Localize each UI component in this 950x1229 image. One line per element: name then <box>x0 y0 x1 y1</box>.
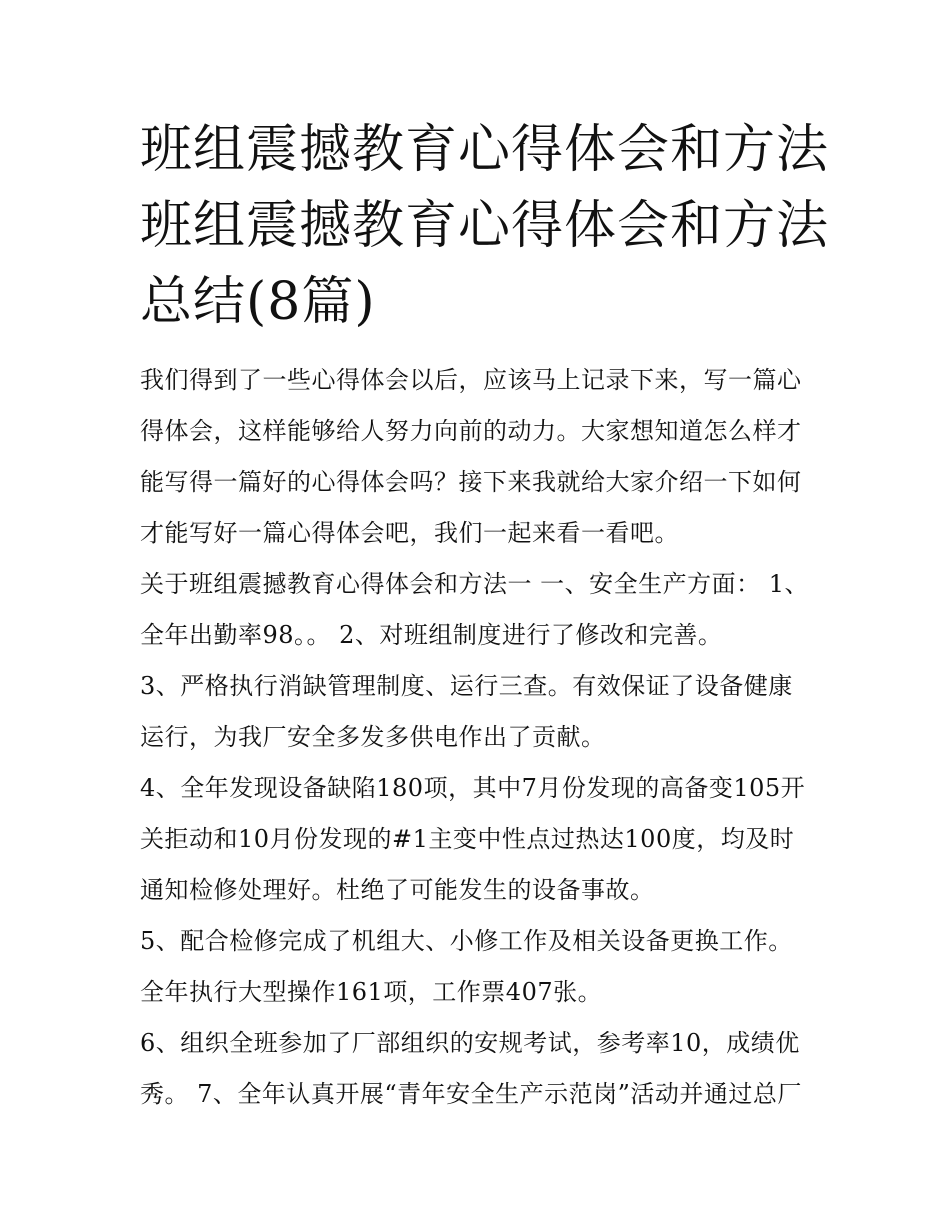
body-paragraph <box>140 559 820 661</box>
intro-paragraph <box>140 355 820 559</box>
text-line: 6、组织全班参加了厂部组织的安规考试，参考率10，成绩优 <box>140 1029 800 1057</box>
body-paragraph <box>140 916 820 1018</box>
text-line: 关于班组震撼教育心得体会和方法一 一、安全生产方面： 1、 <box>140 570 810 598</box>
text-line: 得体会，这样能够给人努力向前的动力。大家想知道怎么样才 <box>140 417 802 445</box>
title-line: 总结(8篇) <box>140 272 376 332</box>
text-line: 关拒动和10月份发现的#1主变中性点过热达100度，均及时 <box>140 825 795 853</box>
title-line: 班组震撼教育心得体会和方法 <box>140 120 830 180</box>
text-line: 通知检修处理好。杜绝了可能发生的设备事故。 <box>140 876 655 904</box>
title-line: 班组震撼教育心得体会和方法 <box>140 196 830 256</box>
text-line: 5、配合检修完成了机组大、小修工作及相关设备更换工作。 <box>140 927 793 955</box>
text-line: 4、全年发现设备缺陷180项，其中7月份发现的高备变105开 <box>140 774 806 802</box>
text-line: 秀。 7、全年认真开展“青年安全生产示范岗”活动并通过总厂 <box>140 1080 802 1108</box>
document-title <box>140 112 840 340</box>
document-body <box>140 355 820 1120</box>
text-line: 能写得一篇好的心得体会吗？接下来我就给大家介绍一下如何 <box>140 468 802 496</box>
text-line: 3、严格执行消缺管理制度、运行三查。有效保证了设备健康 <box>140 672 793 700</box>
text-line: 运行，为我厂安全多发多供电作出了贡献。 <box>140 723 606 751</box>
body-paragraph <box>140 1018 820 1120</box>
body-paragraph <box>140 661 820 763</box>
text-line: 全年执行大型操作161项，工作票407张。 <box>140 978 603 1006</box>
text-line: 全年出勤率98。。 2、对班组制度进行了修改和完善。 <box>140 621 723 649</box>
text-line: 我们得到了一些心得体会以后，应该马上记录下来，写一篇心 <box>140 366 802 394</box>
text-line: 才能写好一篇心得体会吧，我们一起来看一看吧。 <box>140 519 679 547</box>
body-paragraph <box>140 763 820 916</box>
